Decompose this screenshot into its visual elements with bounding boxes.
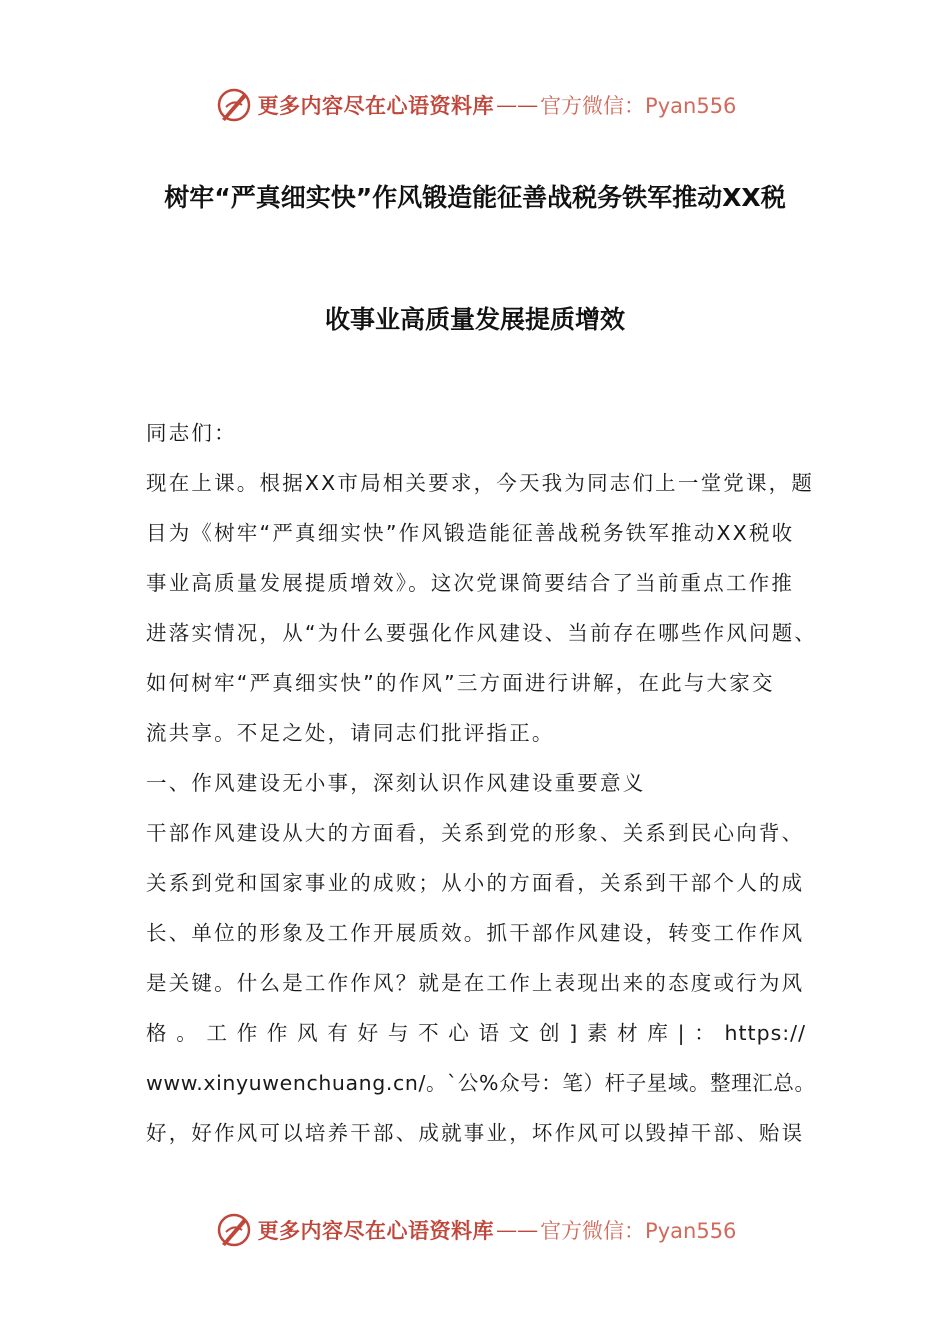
watermark-wechat-text: 官方微信：Pyan556	[540, 94, 737, 118]
body-line: 事业高质量发展提质增效》。这次党课简要结合了当前重点工作推	[146, 571, 795, 595]
document-title-line-1: 树牢“严真细实快”作风锻造能征善战税务铁军推动XX税	[164, 183, 786, 212]
document-title-line-2: 收事业高质量发展提质增效	[324, 305, 625, 334]
body-line: 好，好作风可以培养干部、成就事业，坏作风可以毁掉干部、贻误	[146, 1121, 805, 1145]
body-line: 格。工作作风有好与不心语文创]素材库|：https://	[146, 1021, 806, 1045]
watermark-main-text: 更多内容尽在心语资料库	[257, 93, 495, 118]
body-line: www.xinyuwenchuang.cn/。`公%众号：笔）杆子星域。整理汇总。	[146, 1071, 816, 1095]
watermark-header	[0, 80, 950, 130]
body-line: 长、单位的形象及工作开展质效。抓干部作风建设，转变工作作风	[146, 921, 805, 945]
body-line: 现在上课。根据XX市局相关要求，今天我为同志们上一堂党课，题	[146, 471, 815, 495]
pen-logo-icon	[214, 85, 254, 125]
watermark-dash: ——	[496, 93, 539, 117]
document-body	[146, 418, 818, 1168]
body-line: 目为《树牢“严真细实快”作风锻造能征善战税务铁军推动XX税收	[146, 521, 795, 545]
section-heading: 一、作风建设无小事，深刻认识作风建设重要意义	[146, 771, 646, 795]
body-line: 流共享。不足之处，请同志们批评指正。	[146, 721, 555, 745]
watermark-wechat-text: 官方微信：Pyan556	[540, 1219, 737, 1243]
body-line: 如何树牢“严真细实快”的作风”三方面进行讲解，在此与大家交	[146, 671, 775, 695]
body-line: 是关键。什么是工作作风？就是在工作上表现出来的态度或行为风	[146, 971, 805, 995]
watermark-footer	[0, 1205, 950, 1255]
body-line: 同志们：	[146, 421, 237, 445]
pen-logo-icon	[214, 1210, 254, 1250]
body-line: 关系到党和国家事业的成败；从小的方面看，关系到干部个人的成	[146, 871, 805, 895]
watermark-dash: ——	[496, 1218, 539, 1242]
body-line: 进落实情况，从“为什么要强化作风建设、当前存在哪些作风问题、	[146, 621, 818, 645]
body-line: 干部作风建设从大的方面看，关系到党的形象、关系到民心向背、	[146, 821, 805, 845]
watermark-main-text: 更多内容尽在心语资料库	[257, 1218, 495, 1243]
